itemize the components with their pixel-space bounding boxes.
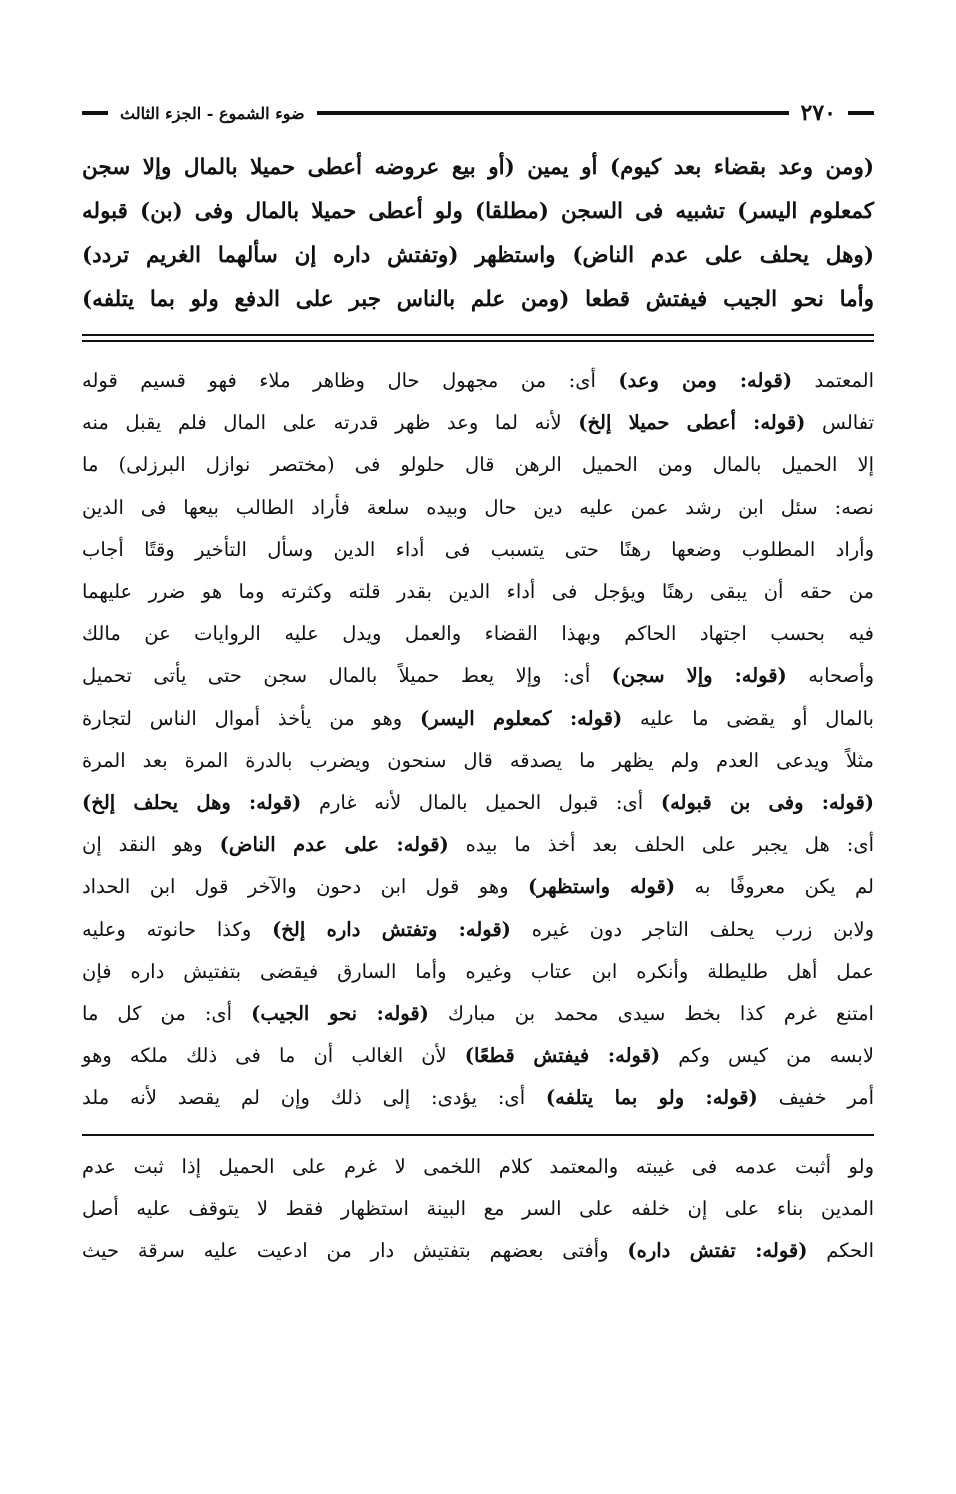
line-text: أى: وإلا يعط حميلاً بالمال سجن حتى يأتى تحميل bbox=[82, 664, 612, 688]
line-text: مثلاً ويدعى العدم ولم يظهر ما يصدقه قال سنحون ويضرب بالدرة المرة بعد المرة bbox=[82, 748, 874, 772]
page-number: ٢٧٠ bbox=[800, 100, 836, 126]
line-text: من حقه أن يبقى رهنًا ويؤجل فى أداء الدين بقدر قلته وكثرته وما هو ضرر عليهما bbox=[82, 580, 874, 604]
footnote-divider bbox=[82, 1134, 874, 1136]
divider-line bbox=[82, 334, 874, 336]
line-text: إلا الحميل بالمال ومن الحميل الرهن قال حلولو فى (مختصر نوازل البرزلى) ما bbox=[82, 453, 874, 477]
quoted-lemma: (قوله: ومن وعد) bbox=[618, 369, 793, 392]
commentary bbox=[82, 360, 874, 1120]
quoted-lemma: (قوله: فيفتش قطعًا) bbox=[464, 1044, 661, 1068]
quoted-lemma: (قوله: تفتش داره) bbox=[627, 1238, 808, 1262]
quoted-lemma: (قوله: أعطى حميلا إلخ) bbox=[578, 411, 806, 435]
main-text-line: وأما نحو الجيب فيفتش قطعا (ومن علم بالناس جبر على الدفع ولو بما يتلفه) bbox=[82, 287, 874, 312]
line-text: وهو النقد إن bbox=[82, 833, 220, 857]
quoted-lemma: (قوله واستظهر) bbox=[528, 875, 676, 899]
commentary-line bbox=[82, 909, 874, 951]
footnote-line bbox=[82, 1146, 874, 1188]
commentary-line bbox=[82, 951, 874, 993]
commentary-line bbox=[82, 866, 874, 908]
section-divider bbox=[82, 334, 874, 342]
footnote-line bbox=[82, 1230, 874, 1272]
line-text: ولابن زرب يحلف التاجر دون غيره bbox=[510, 917, 874, 941]
header-dash bbox=[848, 111, 874, 115]
commentary-line bbox=[82, 529, 874, 571]
commentary-line bbox=[82, 698, 874, 740]
line-text: لابسه من كيس وكم bbox=[660, 1044, 874, 1068]
line-text: أى: من مجهول حال وظاهر ملاء فهو قسيم قوله bbox=[82, 369, 619, 392]
line-text: وكذا حانوته وعليه bbox=[82, 917, 273, 941]
line-text: عمل أهل طليطلة وأنكره ابن عتاب وغيره وأما السارق فيقضى بتفتيش داره فإن bbox=[82, 959, 874, 983]
quoted-lemma: (قوله: كمعلوم اليسر) bbox=[420, 706, 623, 730]
line-text: الحكم bbox=[807, 1238, 875, 1262]
line-text: لأن الغالب أن ما فى ذلك ملكه وهو bbox=[82, 1044, 465, 1068]
quoted-lemma: (قوله: وتفتش داره إلخ) bbox=[272, 917, 511, 941]
quoted-lemma: (قوله: وهل يحلف إلخ) bbox=[82, 791, 302, 815]
quoted-lemma: (قوله: نحو الجيب) bbox=[251, 1002, 429, 1026]
quoted-lemma: (قوله: على عدم الناض) bbox=[219, 833, 449, 857]
line-text: وأصحابه bbox=[786, 664, 874, 688]
commentary-line bbox=[82, 1035, 874, 1077]
commentary-line bbox=[82, 655, 874, 697]
line-text: وهو من يأخذ أموال الناس لتجارة bbox=[82, 706, 421, 730]
line-text: وأراد المطلوب وضعها رهنًا حتى يتسبب فى أداء الدين وسأل التأخير وقتًا أجاب bbox=[82, 537, 874, 561]
commentary-line bbox=[82, 487, 874, 529]
commentary-line bbox=[82, 613, 874, 655]
line-text: بالمال أو يقضى ما عليه bbox=[622, 706, 874, 730]
commentary-line bbox=[82, 824, 874, 866]
commentary-line bbox=[82, 782, 874, 824]
quoted-lemma: (قوله: وفى بن قبوله) bbox=[660, 791, 874, 815]
line-text: أمر خفيف bbox=[757, 1086, 874, 1110]
running-header bbox=[82, 96, 874, 130]
commentary-line bbox=[82, 740, 874, 782]
line-text: أى: من كل ما bbox=[82, 1002, 252, 1026]
footnote bbox=[82, 1146, 874, 1272]
line-text: لم يكن معروفًا به bbox=[675, 875, 874, 899]
header-rule bbox=[317, 111, 789, 115]
header-dash bbox=[82, 111, 108, 115]
commentary-line bbox=[82, 571, 874, 613]
line-text: أى: قبول الحميل بالمال لأنه غارم bbox=[301, 791, 661, 815]
commentary-line bbox=[82, 993, 874, 1035]
main-text bbox=[82, 146, 874, 322]
main-text-line: كمعلوم اليسر) تشبيه فى السجن (مطلقا) ولو أعطى حميلا بالمال وفى (بن) قبوله bbox=[82, 199, 874, 224]
footnote-line bbox=[82, 1188, 874, 1230]
commentary-line bbox=[82, 1077, 874, 1119]
main-text-line: (ومن وعد بقضاء بعد كيوم) أو يمين (أو بيع عروضه أعطى حميلا بالمال وإلا سجن bbox=[82, 155, 874, 180]
line-text: نصه: سئل ابن رشد عمن عليه دين حال وبيده سلعة فأراد الطالب بيعها فى الدين bbox=[82, 495, 874, 519]
line-text: وهو قول ابن دحون والآخر قول ابن الحداد bbox=[82, 875, 528, 899]
line-text: المدين بناء على إن خلفه على السر مع البينة استظهار فقط لا يتوقف عليه أصل bbox=[82, 1196, 874, 1220]
quoted-lemma: (قوله: وإلا سجن) bbox=[611, 664, 787, 688]
main-text-line: (وهل يحلف على عدم الناض) واستظهر (وتفتش داره إن سألهما الغريم تردد) bbox=[82, 243, 874, 268]
line-text: تفالس bbox=[805, 411, 875, 435]
book-title: ضوء الشموع - الجزء الثالث bbox=[120, 103, 305, 123]
line-text: أى: يؤدى: إلى ذلك وإن لم يقصد لأنه ملد bbox=[82, 1086, 546, 1110]
line-text: المعتمد bbox=[792, 369, 874, 392]
line-text: أى: هل يجبر على الحلف بعد أخذ ما بيده bbox=[448, 833, 875, 857]
line-text: فيه بحسب اجتهاد الحاكم وبهذا القضاء والعمل ويدل عليه الروايات عن مالك bbox=[82, 622, 874, 646]
line-text: لأنه لما وعد ظهر قدرته على المال فلم يقبل منه bbox=[82, 411, 579, 435]
line-text: ولو أثبت عدمه فى غيبته والمعتمد كلام اللخمى لا غرم على الحميل إذا ثبت عدم bbox=[82, 1154, 874, 1178]
quoted-lemma: (قوله: ولو بما يتلفه) bbox=[545, 1086, 758, 1110]
commentary-line bbox=[82, 360, 874, 402]
commentary-line bbox=[82, 402, 874, 444]
line-text: وأفتى بعضهم بتفتيش دار من ادعيت عليه سرقة حيث bbox=[82, 1238, 628, 1262]
commentary-line bbox=[82, 444, 874, 486]
line-text: امتنع غرم كذا بخط سيدى محمد بن مبارك bbox=[428, 1002, 874, 1026]
divider-line bbox=[82, 340, 874, 342]
